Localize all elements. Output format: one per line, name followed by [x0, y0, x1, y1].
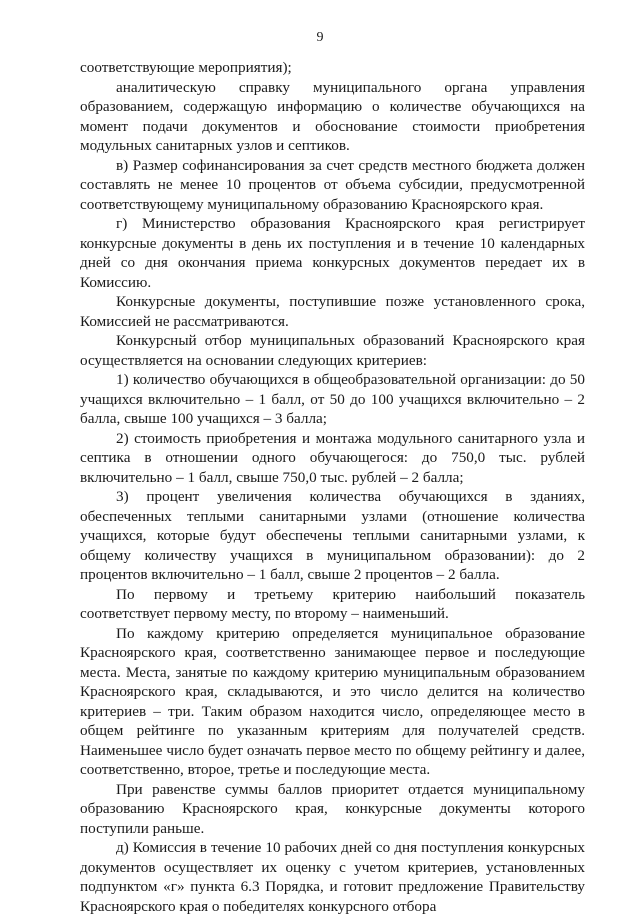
paragraph: г) Министерство образования Красноярского края регистрирует конкурсные документы в день их поступления и в течение 10 календарных дней со дня окончания приема конкурсных документов передает их в Комиссию. [80, 215, 585, 291]
page-number: 9 [316, 30, 324, 45]
paragraph: соответствующие мероприятия); [80, 59, 292, 76]
body-text [80, 58, 585, 916]
paragraph: Конкурсный отбор муниципальных образований Красноярского края осуществляется на основании следующих критериев: [80, 332, 585, 369]
paragraph: По каждому критерию определяется муниципальное образование Красноярского края, соответственно занимающее первое и последующие места. Места, занятые по каждому критерию муниципальным образованием Красноярского края, складываются, и это число делится на количество критериев – три. Таким образом находится число, определяющее место в общем рейтинге по указанным критериям для получателей средств. Наименьшее число будет означать первое место по общему рейтингу и далее, соответственно, второе, третье и последующие места. [80, 624, 585, 778]
paragraph: При равенстве суммы баллов приоритет отдается муниципальному образованию Красноярского края, конкурсные документы которого поступили раньше. [80, 780, 585, 837]
paragraph: 1) количество обучающихся в общеобразовательной организации: до 50 учащихся включительно – 1 балл, от 50 до 100 учащихся включительно – 2 балла, свыше 100 учащихся – 3 балла; [80, 371, 585, 427]
paragraph: 3) процент увеличения количества обучающихся в зданиях, обеспеченных теплыми санитарными узлами (отношение количества учащихся, которые будут обеспечены теплыми санитарными узлами, к общему количеству учащихся в муниципальном образовании): до 2 процентов включительно – 1 балл, свыше 2 процентов – 2 балла. [80, 488, 585, 583]
paragraph: 2) стоимость приобретения и монтажа модульного санитарного узла и септика в отношении одного обучающегося: до 750,0 тыс. рублей включительно – 1 балл, свыше 750,0 тыс. рублей – 2 балла; [80, 429, 585, 486]
paragraph: Конкурсные документы, поступившие позже установленного срока, Комиссией не рассматриваются. [80, 293, 585, 330]
paragraph: По первому и третьему критерию наибольший показатель соответствует первому месту, по второму – наименьший. [80, 585, 585, 622]
paragraph: аналитическую справку муниципального органа управления образованием, содержащую информацию о количестве обучающихся на момент подачи документов и обоснование стоимости приобретения модульных санитарных узлов и септиков. [80, 78, 585, 154]
paragraph: д) Комиссия в течение 10 рабочих дней со дня поступления конкурсных документов осуществляет их оценку с учетом критериев, установленных подпунктом «г» пункта 6.3 Порядка, и готовит предложение Правительству Красноярского края о победителях конкурсного отбора [80, 839, 585, 915]
paragraph: в) Размер софинансирования за счет средств местного бюджета должен составлять не менее 10 процентов от объема субсидии, предусмотренной соответствующему муниципальному образованию Красноярского края. [80, 156, 585, 213]
